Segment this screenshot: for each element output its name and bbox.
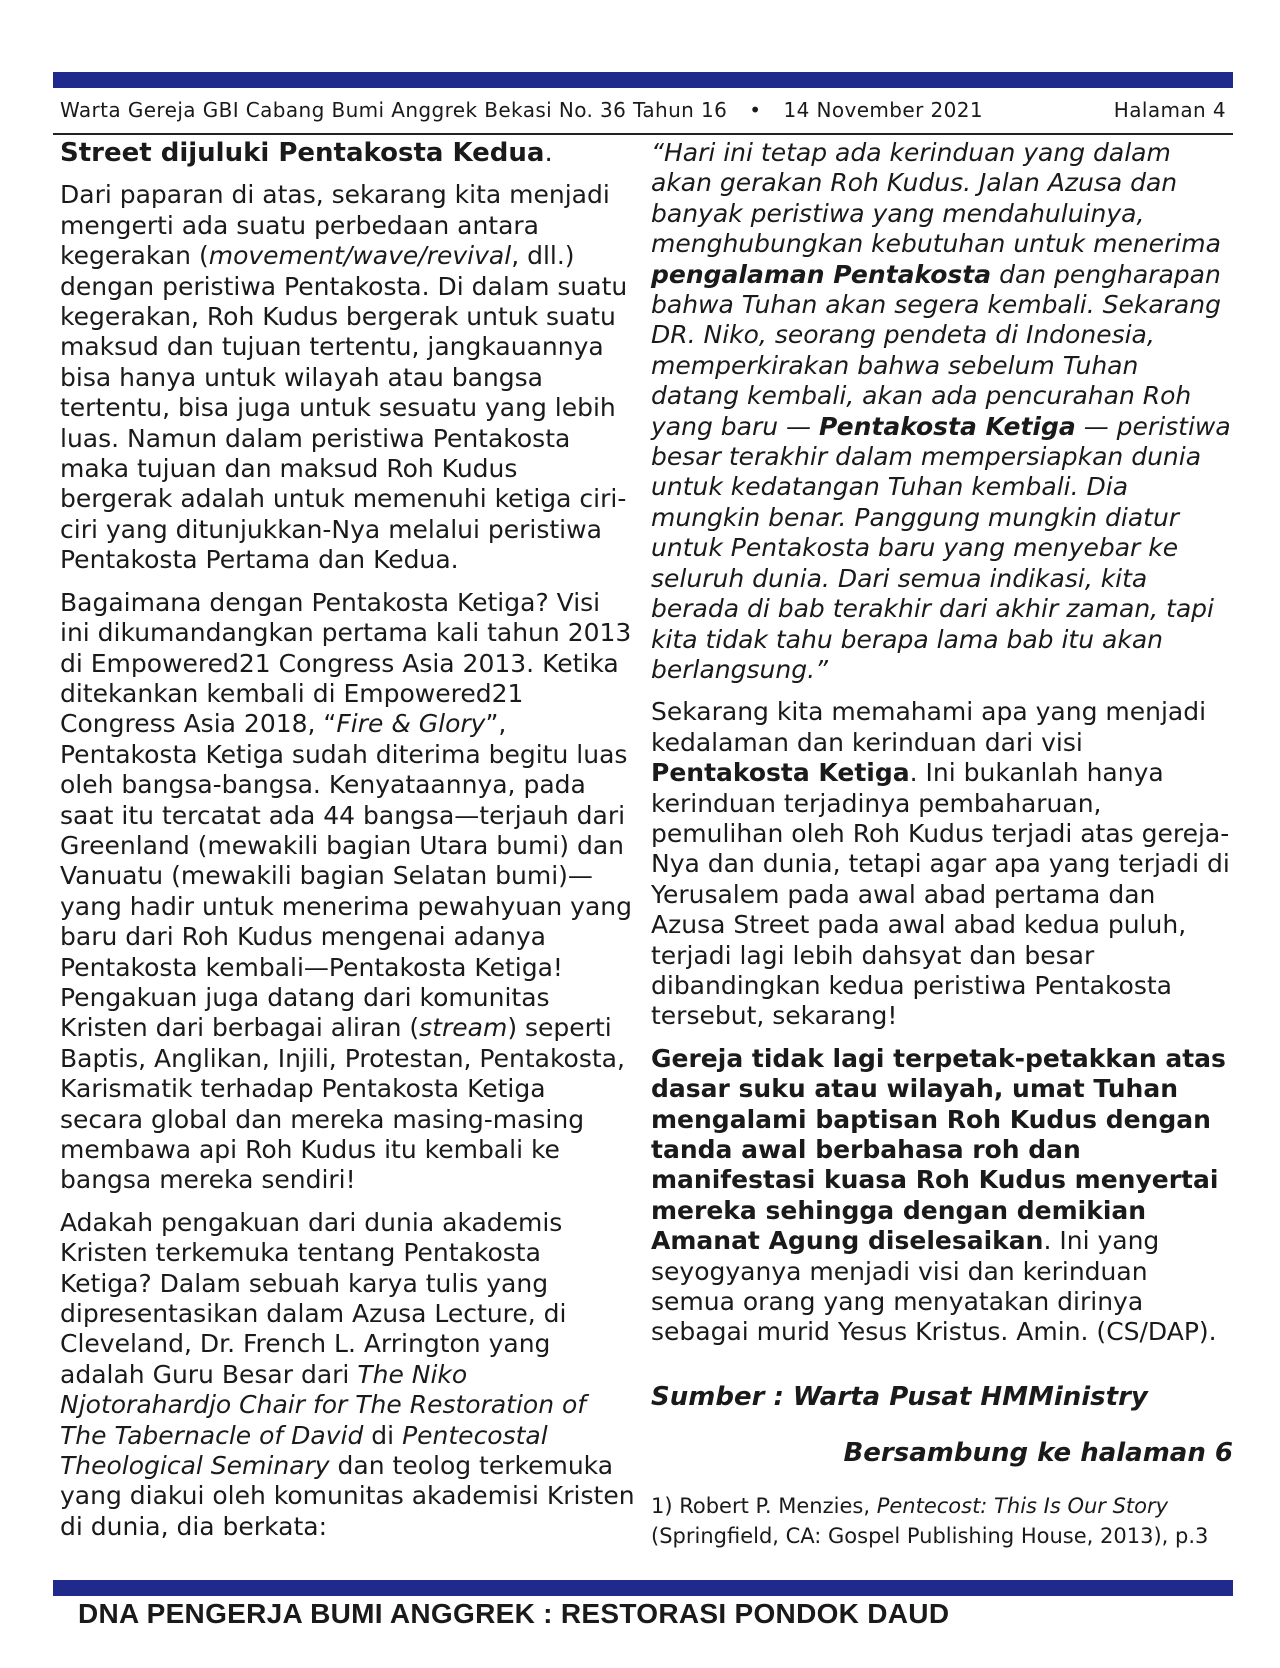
bottom-blue-bar: [53, 1580, 1233, 1596]
text-span: di: [363, 1420, 403, 1450]
text-span: Dari paparan di atas, sekarang kita menjadi mengerti ada suatu perbedaan antara kegerakan (: [60, 180, 610, 271]
newsletter-title: Warta Gereja GBI Cabang Bumi Anggrek Bekasi No. 36 Tahun 16: [60, 98, 728, 122]
issue-date: 14 November 2021: [783, 98, 983, 122]
header-bullet: •: [749, 98, 762, 122]
text-span: ) seperti Baptis, Anglikan, Injili, Protestan, Pentakosta, Karismatik terhadap Pentakosta Ketiga secara global dan mereka masing-masing membawa api Roh Kudus itu kembali ke bangsa mereka sendiri!: [60, 1013, 625, 1195]
paragraph-intro: [60, 138, 635, 168]
page-number: 4: [1212, 98, 1226, 122]
paragraph-2: [60, 588, 635, 1196]
continued-note: Bersambung ke halaman 6: [843, 1438, 1233, 1469]
text-span: (Springfield, CA: Gospel Publishing House, 2013), p.3: [651, 1523, 1209, 1548]
text-span: Sekarang kita memahami apa yang menjadi kedalaman dan kerinduan dari visi: [651, 697, 1207, 757]
text-span: “Hari ini tetap ada kerinduan yang dalam akan gerakan Roh Kudus. Jalan Azusa dan banyak peristiwa yang mendahuluinya, menghubungkan kebutuhan untuk menerima: [651, 138, 1221, 259]
italic-span: Pentecostal Theological Seminary: [60, 1420, 548, 1481]
source-credit: Sumber : Warta Pusat HMMinistry: [651, 1381, 1148, 1412]
italic-span: stream: [419, 1013, 508, 1043]
paragraph-1: [60, 180, 635, 575]
page-label: Halaman: [1113, 98, 1207, 122]
footer-title: DNA PENGERJA BUMI ANGGREK : RESTORASI PONDOK DAUD: [78, 1598, 950, 1629]
italic-span: Pentecost: This Is Our Story: [876, 1493, 1169, 1518]
text-span: , dll.) dengan peristiwa Pentakosta. Di dalam suatu kegerakan, Roh Kudus bergerak untuk suatu maksud dan tujuan tertentu, jangkauannya bisa hanya untuk wilayah atau bangsa tertentu, bisa juga untuk sesuatu yang lebih luas. Namun dalam peristiwa Pentakosta maka tujuan dan maksud Roh Kudus bergerak adalah untuk memenuhi ketiga ciri-ciri yang ditunjukkan-Nya melalui peristiwa Pentakosta Pertama dan Kedua.: [60, 241, 628, 575]
page-header: [60, 96, 1226, 126]
text-span: .: [544, 138, 553, 168]
paragraph-3: [60, 1208, 635, 1542]
italic-span: movement/wave/revival: [208, 241, 512, 271]
bold-span: pengalaman Pentakosta: [651, 259, 992, 289]
top-blue-bar: [53, 72, 1233, 88]
page-indicator: [1114, 98, 1226, 122]
text-span: dan pengharapan bahwa Tuhan akan segera kembali. Sekarang DR. Niko, seorang pendeta di Indonesia, memperkirakan bahwa sebelum Tuhan datang kembali, akan ada pencurahan Roh yang baru —: [651, 259, 1221, 441]
text-span: . Ini yang seyogyanya menjadi visi dan kerinduan semua orang yang menyatakan dirinya sebagai murid Yesus Kristus. Amin. (CS/DAP).: [651, 1226, 1217, 1347]
right-column: [651, 138, 1233, 1551]
bold-span: Pentakosta Ketiga: [651, 758, 910, 788]
text-span: 1) Robert P. Menzies,: [651, 1493, 877, 1518]
italic-span: Fire & Glory: [336, 709, 486, 739]
bold-span: Pentakosta Ketiga: [818, 411, 1076, 441]
header-left: [60, 98, 983, 122]
text-span: Adakah pengakuan dari dunia akademis Kristen terkemuka tentang Pentakosta Ketiga? Dalam sebuah karya tulis yang dipresentasikan dalam Azusa Lecture, di Cleveland, Dr. French L. Arrington yang adalah Guru Besar dari: [60, 1207, 567, 1389]
left-column: [60, 138, 635, 1542]
text-span: — peristiwa besar terakhir dalam mempersiapkan dunia untuk kedatangan Tuhan kembali. Dia mungkin benar. Panggung mungkin diatur untuk Pentakosta baru yang menyebar ke seluruh dunia. Dari semua indikasi, kita berada di bab terakhir dari akhir zaman, tapi kita tidak tahu berapa lama bab itu akan berlangsung.”: [651, 411, 1231, 684]
footnote: [651, 1491, 1233, 1551]
text-span: dan teolog terkemuka yang diakui oleh komunitas akademisi Kristen di dunia, dia berkata:: [60, 1451, 635, 1541]
bold-span: Gereja tidak lagi terpetak-petakkan atas dasar suku atau wilayah, umat Tuhan mengalami baptisan Roh Kudus dengan tanda awal berbahasa roh dan manifestasi kuasa Roh Kudus menyertai mereka sehingga dengan demikian Amanat Agung diselesaikan: [651, 1043, 1226, 1256]
text-span: . Ini bukanlah hanya kerinduan terjadinya pembaharuan, pemulihan oleh Roh Kudus terjadi atas gereja-Nya dan dunia, tetapi agar apa yang terjadi di Yerusalem pada awal abad pertama dan Azusa Street pada awal abad kedua puluh, terjadi lagi lebih dahsyat dan besar dibandingkan kedua peristiwa Pentakosta tersebut, sekarang!: [651, 758, 1230, 1031]
paragraph-closing: [651, 1044, 1233, 1348]
text-span: ”, Pentakosta Ketiga sudah diterima begitu luas oleh bangsa-bangsa. Kenyataannya, pada saat itu tercatat ada 44 bangsa—terjauh dari Greenland (mewakili bagian Utara bumi) dan Vanuatu (mewakili bagian Selatan bumi)— yang hadir untuk menerima pewahyuan yang baru dari Roh Kudus mengenai adanya Pentakosta kembali—Pentakosta Ketiga! Pengakuan juga datang dari komunitas Kristen dari berbagai aliran (: [60, 709, 632, 1043]
text-span: Bagaimana dengan Pentakosta Ketiga? Visi ini dikumandangkan pertama kali tahun 2013 di Empowered21 Congress Asia 2013. Ketika ditekankan kembali di Empowered21 Congress Asia 2018, “: [60, 587, 632, 739]
italic-span: The Niko Njotorahardjo Chair for The Restoration of The Tabernacle of David: [60, 1359, 587, 1450]
paragraph-vision: [651, 697, 1233, 1031]
quote-paragraph: [651, 138, 1233, 685]
header-divider: [53, 133, 1233, 135]
bold-lead: Street dijuluki Pentakosta Kedua: [60, 138, 545, 168]
